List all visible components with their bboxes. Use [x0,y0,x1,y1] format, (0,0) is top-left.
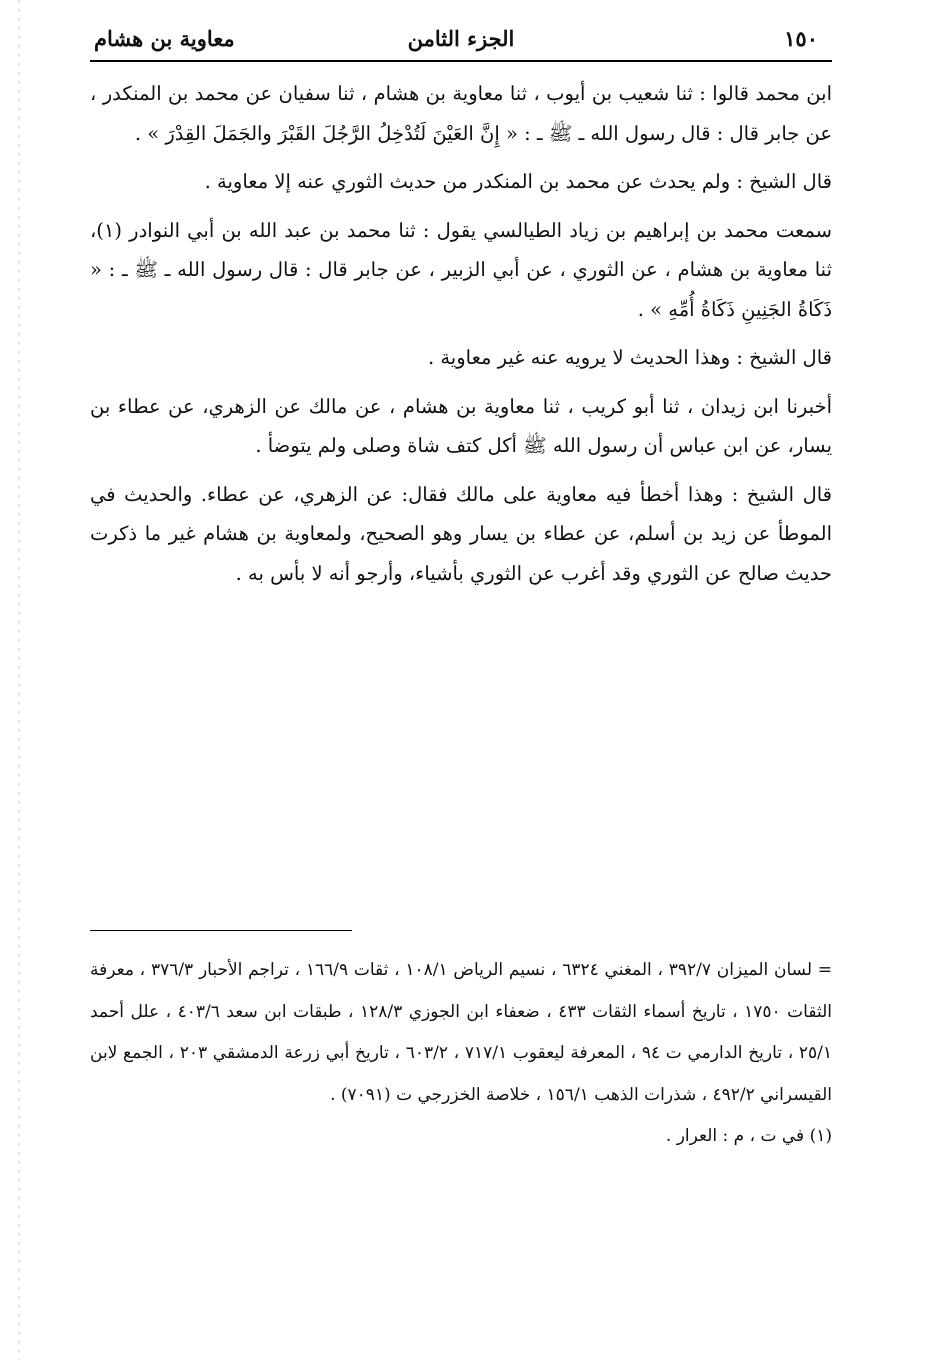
header-divider [90,60,832,62]
footnote-sources: = لسان الميزان ٣٩٢/٧ ، المغني ٦٣٢٤ ، نسيم الرياض ١٠٨/١ ، ثقات ١٦٦/٩ ، تراجم الأحبار ٣٧٦/٣ ، معرفة الثقات ١٧٥٠ ، تاريخ أسماء الثقات ٤٣٣ ، ضعفاء ابن الجوزي ١٢٨/٣ ، طبقات ابن سعد ٤٠٣/٦ ، علل أحمد ٢٥/١ ، تاريخ الدارمي ت ٩٤ ، المعرفة ليعقوب ٧١٧/١ ، ٦٠٣/٢ ، تاريخ أبي زرعة الدمشقي ٢٠٣ ، الجمع لابن القيسراني ٤٩٢/٢ ، شذرات الذهب ١٥٦/١ ، خلاصة الخزرجي ت (٧٠٩١) . [90,960,833,1105]
footnotes [90,950,832,1158]
paragraph: قال الشيخ : ولم يحدث عن محمد بن المنكدر من حديث الثوري عنه إلا معاوية . [204,170,832,193]
paragraph: قال الشيخ : وهذا أخطأ فيه معاوية على مالك فقال: عن الزهري، عن عطاء. والحديث في الموطأ عن زيد بن أسلم، عن عطاء بن يسار وهو الصحيح، ولمعاوية بن هشام غير ما ذكرت حديث صالح عن الثوري وقد أغرب عن الثوري بأشياء، وأرجو أنه لا بأس به . [90,482,832,585]
book-page [90,22,833,1146]
paragraph: ابن محمد قالوا : ثنا شعيب بن أيوب ، ثنا معاوية بن هشام ، ثنا سفيان عن محمد بن المنكدر ، عن جابر قال : قال رسول الله ـ ﷺ ـ : « إِنَّ العَيْنَ لَتُدْخِلُ الرَّجُلَ القَبْرَ والجَمَلَ القِدْرَ » . [90,82,832,145]
paragraph: أخبرنا ابن زيدان ، ثنا أبو كريب ، ثنا معاوية بن هشام ، عن مالك عن الزهري، عن عطاء بن يسار، عن ابن عباس أن رسول الله ﷺ أكل كتف شاة وصلى ولم يتوضأ . [90,394,832,457]
scan-margin-artifact [18,0,20,1360]
page-number: ١٥٠ [784,26,818,51]
main-text [90,74,832,602]
footnote-1: (١) في ت ، م : العرار . [665,1126,832,1146]
entry-name: معاوية بن هشام [94,26,235,51]
paragraph: قال الشيخ : وهذا الحديث لا يرويه عنه غير معاوية . [427,346,832,369]
footnote-divider [90,930,352,931]
paragraph: سمعت محمد بن إبراهيم بن زياد الطيالسي يقول : ثنا محمد بن عبد الله بن أبي النوادر (١)، ثنا معاوية بن هشام ، عن الثوري ، عن أبي الزبير ، عن جابر قال : قال رسول الله ـ ﷺ ـ : « ذَكَاةُ الجَنِينِ ذَكَاةُ أُمِّهِ » . [90,218,832,321]
volume-title: الجزء الثامن [407,26,515,51]
running-header [90,22,832,56]
